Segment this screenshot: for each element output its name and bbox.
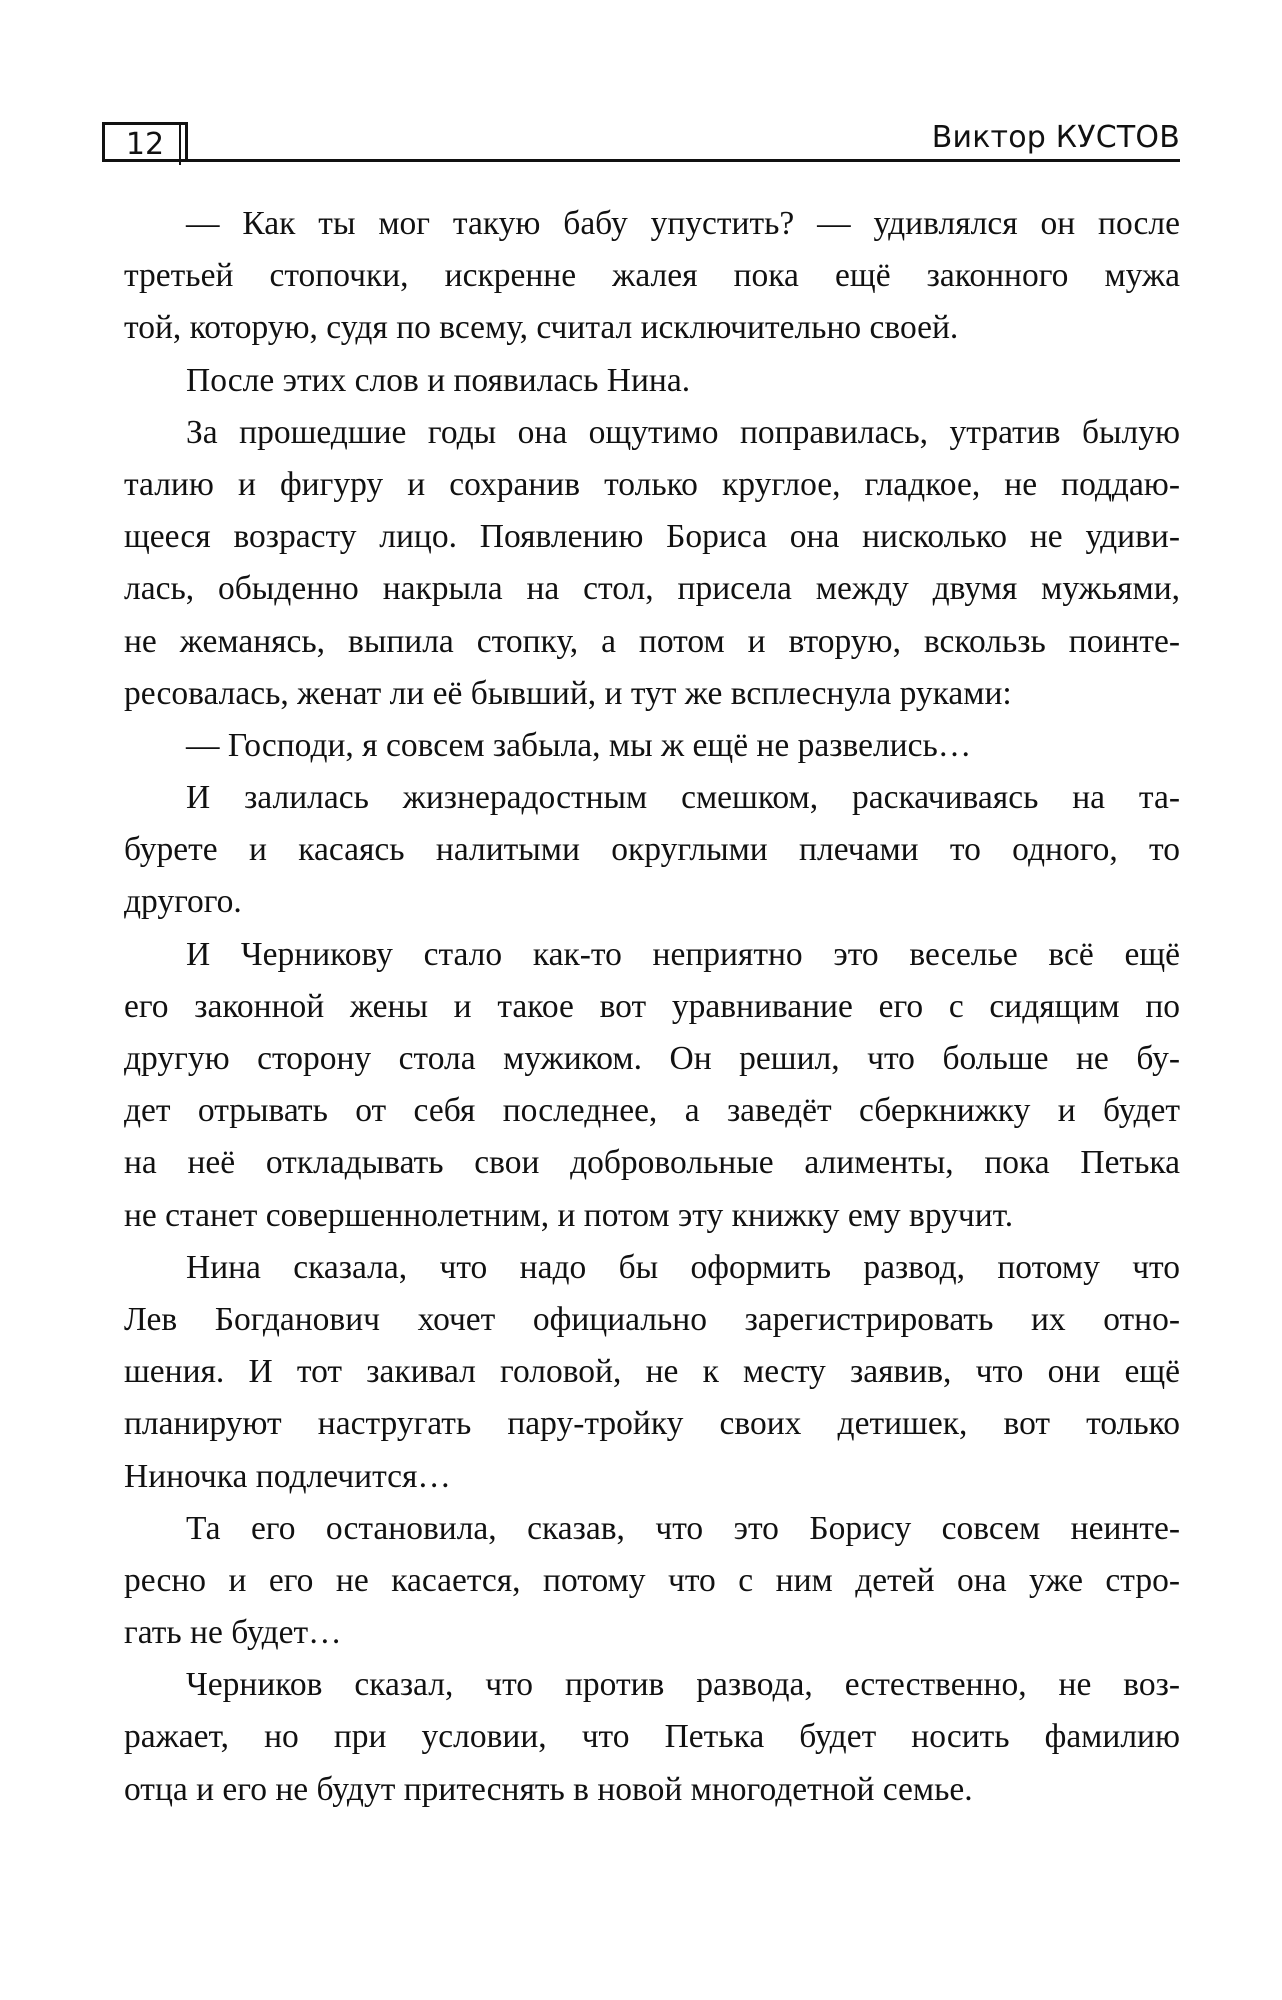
- paragraph: [124, 1503, 1180, 1660]
- text-line: ресовалась, женат ли её бывший, и тут же всплеснула руками:: [124, 674, 1012, 712]
- paragraph: [124, 772, 1180, 929]
- text-line: Та его остановила, сказав, что это Борису совсем неинте-: [186, 1509, 1180, 1547]
- text-line: той, которую, судя по всему, считал исключительно своей.: [124, 309, 959, 347]
- text-line: Ниночка подлечится…: [124, 1457, 451, 1495]
- body-text: [124, 198, 1180, 1816]
- text-line: ресно и его не касается, потому что с ним детей она уже стро-: [124, 1561, 1180, 1599]
- paragraph: [124, 407, 1180, 720]
- text-line: талию и фигуру и сохранив только круглое, гладкое, не поддаю-: [124, 465, 1180, 503]
- page-number: [102, 122, 188, 162]
- text-line: отца и его не будут притеснять в новой многодетной семье.: [124, 1770, 973, 1808]
- header-rule: [102, 159, 1180, 162]
- page-number-text: 12: [125, 127, 165, 162]
- text-line: его законной жены и такое вот уравнивание его с сидящим по: [124, 987, 1180, 1025]
- text-line: За прошедшие годы она ощутимо поправилась, утратив былую: [186, 413, 1180, 451]
- text-line: дет отрывать от себя последнее, а заведёт сберкнижку и будет: [124, 1092, 1180, 1130]
- text-line: не станет совершеннолетним, и потом эту книжку ему вручит.: [124, 1196, 1014, 1234]
- text-line: другого.: [124, 883, 242, 921]
- text-line: гать не будет…: [124, 1614, 342, 1652]
- text-line: бурете и касаясь налитыми округлыми плечами то одного, то: [124, 831, 1180, 869]
- paragraph: [124, 929, 1180, 1242]
- text-line: ражает, но при условии, что Петька будет носить фамилию: [124, 1718, 1180, 1756]
- text-line: — Как ты мог такую бабу упустить? — удивлялся он после: [186, 205, 1180, 242]
- text-line: лась, обыденно накрыла на стол, присела между двумя мужьями,: [124, 570, 1180, 608]
- paragraph: [124, 355, 1180, 407]
- paragraph: [124, 1242, 1180, 1503]
- text-line: третьей стопочки, искренне жалея пока ещё законного мужа: [124, 257, 1180, 295]
- text-line: Лев Богданович хочет официально зарегистрировать их отно-: [124, 1300, 1180, 1338]
- running-header: [102, 118, 1180, 162]
- text-line: планируют настругать пару-тройку своих детишек, вот только: [124, 1405, 1180, 1443]
- text-line: шения. И тот закивал головой, не к месту заявив, что они ещё: [124, 1353, 1180, 1391]
- paragraph: [124, 1659, 1180, 1816]
- text-line: на неё откладывать свои добровольные алименты, пока Петька: [124, 1144, 1180, 1182]
- text-line: другую сторону стола мужиком. Он решил, что больше не бу-: [124, 1040, 1180, 1077]
- paragraph: [124, 720, 1180, 772]
- text-line: И залилась жизнерадостным смешком, раскачиваясь на та-: [186, 779, 1180, 817]
- text-line: щееся возрасту лицо. Появлению Бориса она нисколько не удиви-: [124, 518, 1180, 556]
- text-line: Нина сказала, что надо бы оформить развод, потому что: [186, 1248, 1180, 1286]
- paragraph: [124, 198, 1180, 355]
- text-line: После этих слов и появилась Нина.: [186, 361, 691, 399]
- text-line: не жеманясь, выпила стопку, а потом и вторую, вскользь поинте-: [124, 622, 1180, 660]
- text-line: И Черникову стало как-то неприятно это веселье всё ещё: [186, 935, 1180, 973]
- running-title: Виктор КУСТОВ: [931, 120, 1180, 155]
- text-line: — Господи, я совсем забыла, мы ж ещё не развелись…: [186, 726, 972, 764]
- text-line: Черников сказал, что против развода, естественно, не воз-: [186, 1666, 1180, 1704]
